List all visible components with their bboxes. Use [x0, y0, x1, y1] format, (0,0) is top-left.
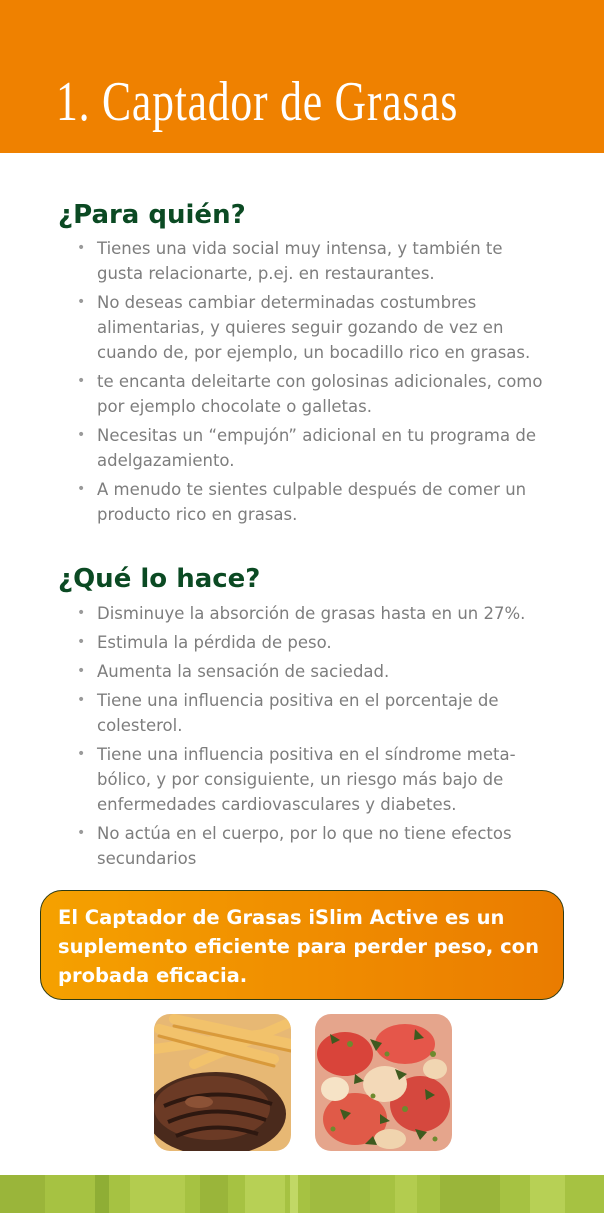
list-item: • Necesitas un “empujón” adicional en tu programa de adelgazamiento.	[77, 423, 547, 473]
pizza-photo	[315, 1014, 452, 1151]
list-item: • te encanta deleitarte con golosinas adicionales, como por ejemplo chocolate o galletas.	[77, 369, 547, 419]
list-para-quien	[77, 236, 547, 531]
page-title: 1. Captador de Grasas	[56, 71, 459, 133]
callout-box: El Captador de Grasas iSlim Active es un suplemento eficiente para perder peso, con probada eficacia.	[40, 890, 564, 1000]
list-item: • No deseas cambiar determinadas costumbres alimentarias, y quieres seguir gozando de vez en cuando de, por ejemplo, un bocadillo rico en grasas.	[77, 290, 547, 365]
list-item: • Tiene una influencia positiva en el síndrome meta-bólico, y por consiguiente, un riesgo más bajo de enfermedades cardiovasculares y diabetes.	[77, 742, 547, 817]
list-item: • Disminuye la absorción de grasas hasta en un 27%.	[77, 601, 547, 626]
list-item: • Aumenta la sensación de saciedad.	[77, 659, 547, 684]
list-item: • Tiene una influencia positiva en el porcentaje de colesterol.	[77, 688, 547, 738]
list-que-lo-hace	[77, 601, 547, 875]
list-item: • Tienes una vida social muy intensa, y también te gusta relacionarte, p.ej. en restaurantes.	[77, 236, 547, 286]
list-item: • No actúa en el cuerpo, por lo que no tiene efectos secundarios	[77, 821, 547, 871]
steak-fries-photo	[154, 1014, 291, 1151]
list-item: • A menudo te sientes culpable después de comer un producto rico en grasas.	[77, 477, 547, 527]
heading-para-quien: ¿Para quién?	[58, 200, 246, 230]
list-item: • Estimula la pérdida de peso.	[77, 630, 547, 655]
header-banner	[0, 0, 604, 153]
footer-bar	[0, 1175, 604, 1213]
heading-que-lo-hace: ¿Qué lo hace?	[58, 564, 261, 594]
